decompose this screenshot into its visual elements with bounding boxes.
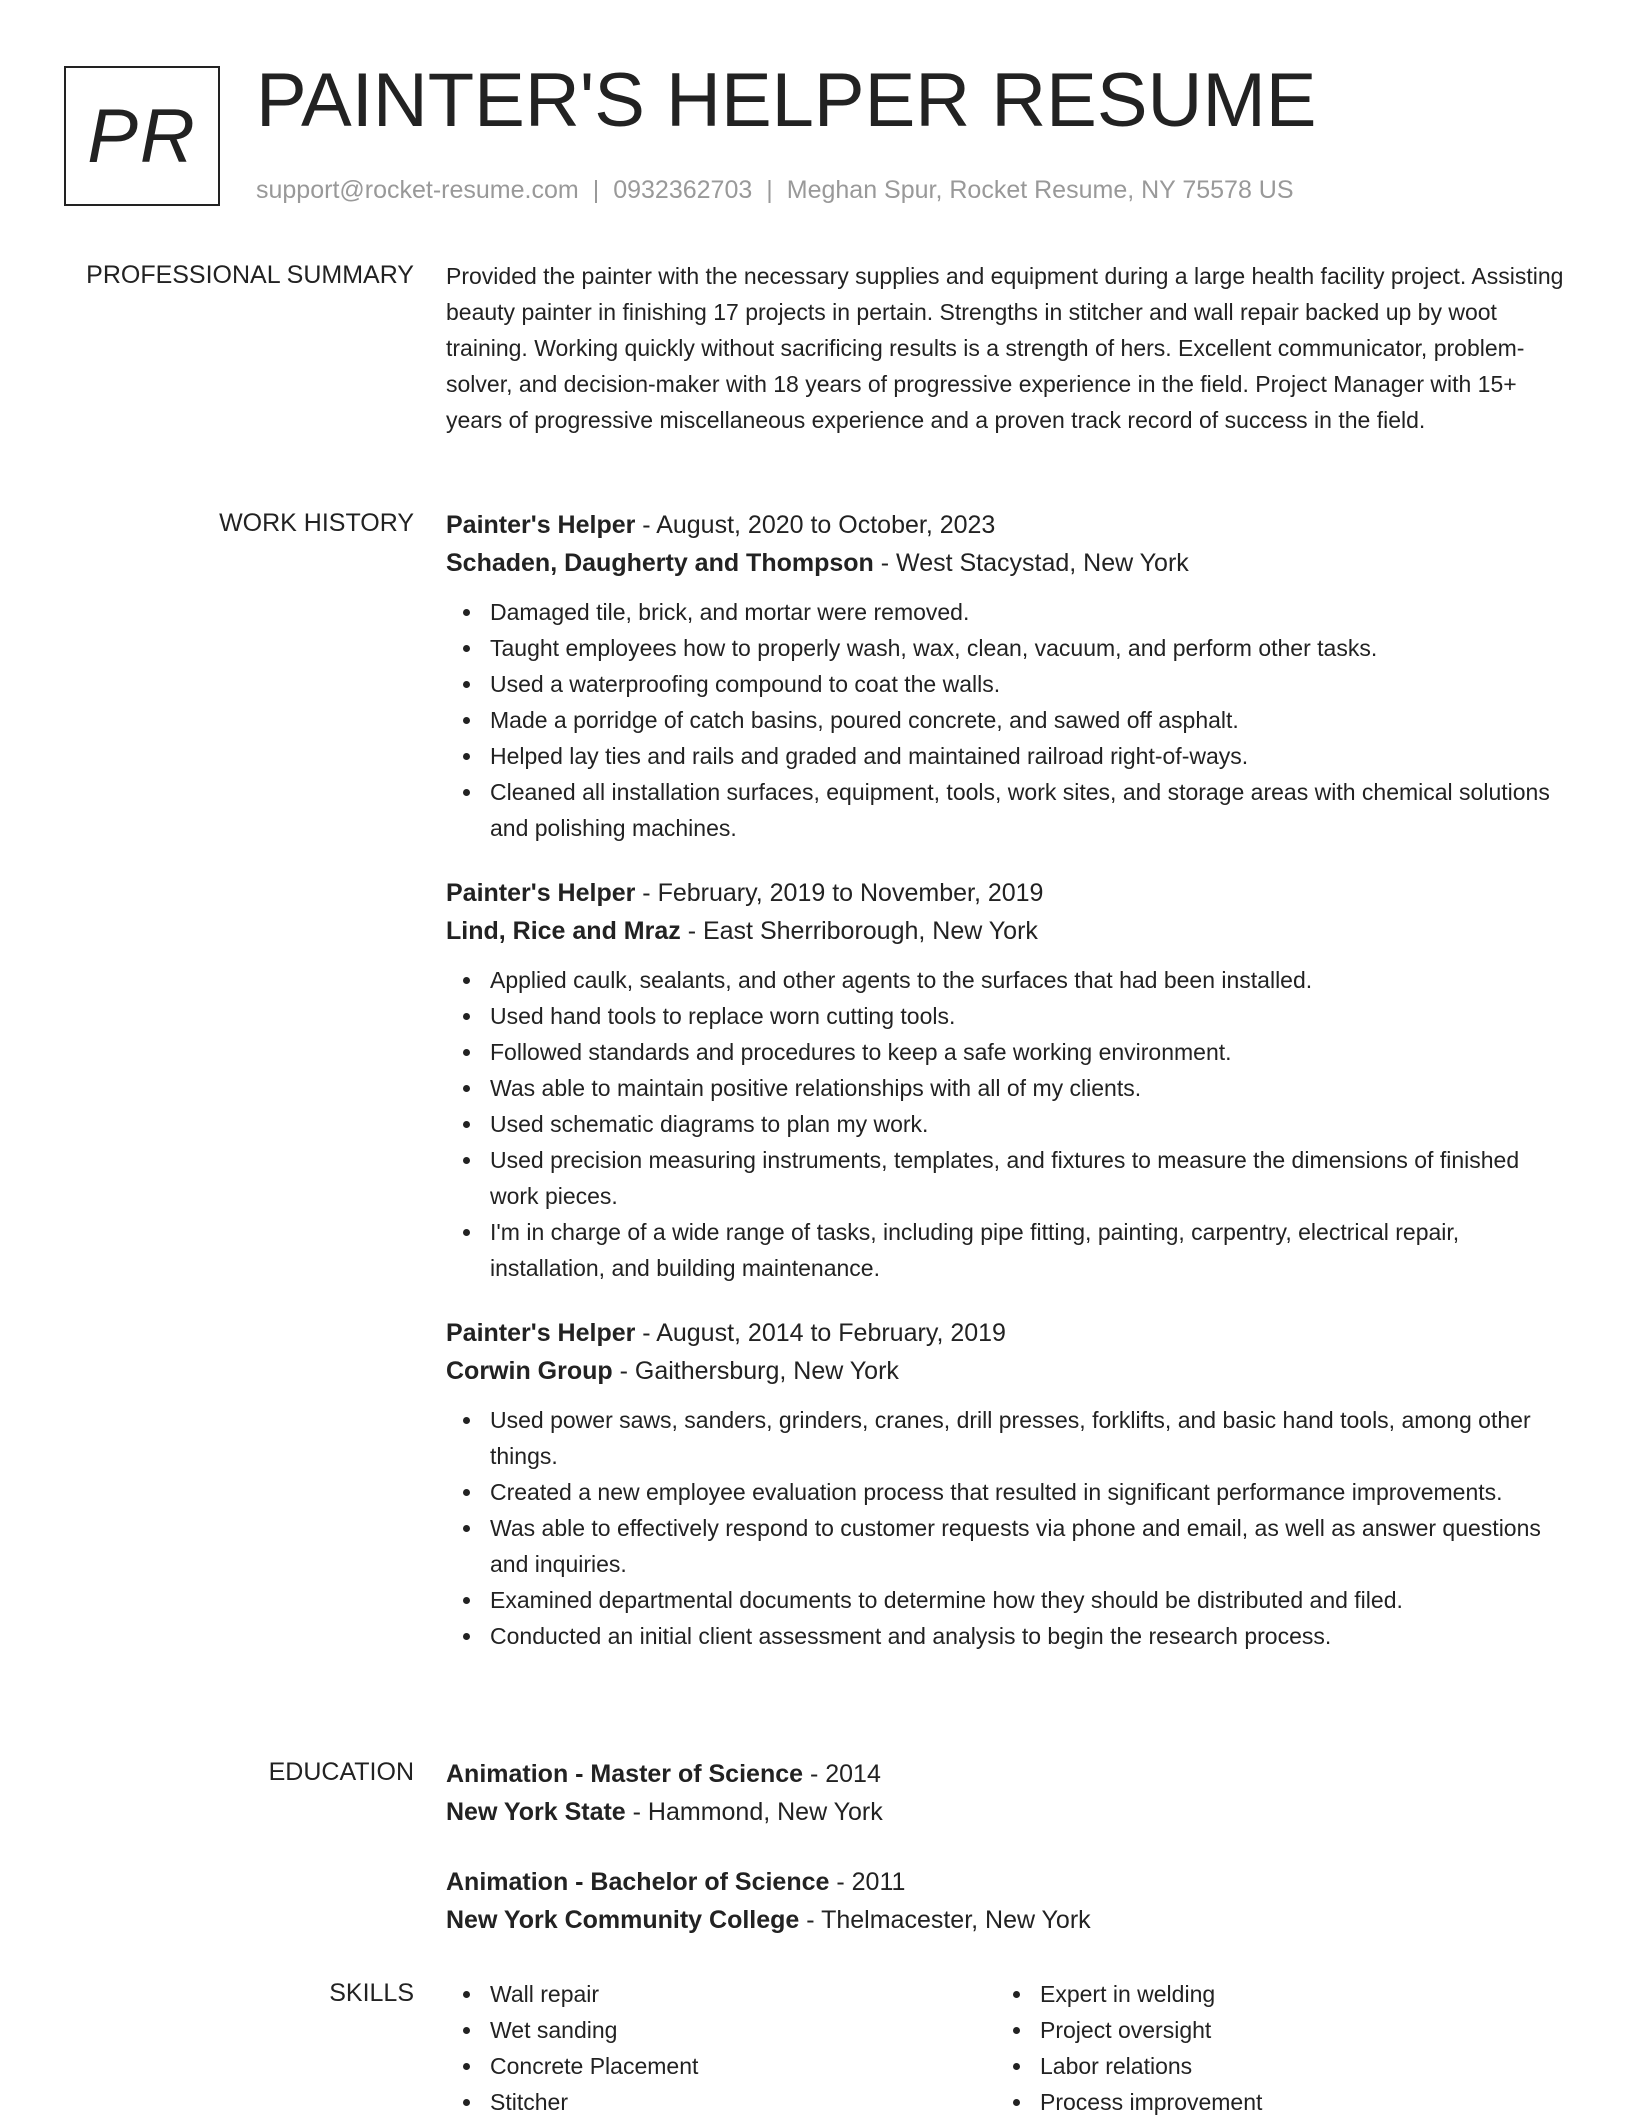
education-year: - 2014 (803, 1760, 881, 1788)
job-location: - West Stacystad, New York (873, 549, 1189, 577)
job-bullet: Conducted an initial client assessment and analysis to begin the research process. (446, 1618, 1566, 1654)
job-title: Painter's Helper (446, 511, 636, 539)
job-bullets (446, 962, 1566, 1286)
education-year: - 2011 (829, 1868, 906, 1896)
skills-body (446, 1976, 1566, 2120)
job-company: Corwin Group (446, 1357, 613, 1385)
job-bullet: Used precision measuring instruments, templates, and fixtures to measure the dimensions of finished work pieces. (446, 1142, 1566, 1214)
skill-item: Expert in welding (996, 1976, 1546, 2012)
job-dates: - August, 2020 to October, 2023 (635, 511, 996, 539)
job-company: Schaden, Daugherty and Thompson (446, 549, 874, 577)
education-degree: Animation - Master of Science (446, 1760, 804, 1788)
work-history-heading: WORK HISTORY (219, 509, 414, 537)
skill-item: Concrete Placement (446, 2048, 996, 2084)
job-bullet: I'm in charge of a wide range of tasks, including pipe fitting, painting, carpentry, electrical repair, installation, and building maintenance. (446, 1214, 1566, 1286)
job-bullet: Made a porridge of catch basins, poured concrete, and sawed off asphalt. (446, 702, 1566, 738)
job-bullet: Used schematic diagrams to plan my work. (446, 1106, 1566, 1142)
job-entry (446, 874, 1566, 1286)
education-heading: EDUCATION (268, 1758, 414, 1786)
skills-columns (446, 1976, 1566, 2120)
education-body (446, 1755, 1566, 1971)
job-bullet: Examined departmental documents to determine how they should be distributed and filed. (446, 1582, 1566, 1618)
job-title: Painter's Helper (446, 879, 636, 907)
summary-text: Provided the painter with the necessary supplies and equipment during a large health facility project. Assisting beauty painter in finishing 17 projects in pertain. Strengths in stitcher and wall repair backed up by woot training. Working quickly without sacrificing results is a strength of hers. Excellent communicator, problem-solver, and decision-maker with 18 years of progressive experience in the field. Project Manager with 15+ years of progressive miscellaneous experience and a proven track record of success in the field. (446, 263, 1564, 433)
contact-address: Meghan Spur, Rocket Resume, NY 75578 US (786, 176, 1294, 204)
job-company-line (446, 912, 1566, 950)
job-company: Lind, Rice and Mraz (446, 917, 681, 945)
job-bullet: Helped lay ties and rails and graded and maintained railroad right-of-ways. (446, 738, 1566, 774)
education-school: New York Community College (446, 1906, 800, 1934)
job-bullets (446, 594, 1566, 846)
job-bullet: Applied caulk, sealants, and other agents to the surfaces that had been installed. (446, 962, 1566, 998)
contact-separator: | (592, 176, 600, 204)
job-title-line (446, 1314, 1566, 1352)
summary-heading: PROFESSIONAL SUMMARY (86, 261, 414, 289)
skills-list-left (446, 1976, 996, 2120)
education-school: New York State (446, 1798, 626, 1826)
skill-item: Project oversight (996, 2012, 1546, 2048)
education-entry (446, 1863, 1566, 1939)
job-bullet: Used a waterproofing compound to coat the walls. (446, 666, 1566, 702)
skills-list-right (996, 1976, 1546, 2120)
resume-title: PAINTER'S HELPER RESUME (256, 58, 1317, 143)
job-location: - East Sherriborough, New York (680, 917, 1038, 945)
job-bullet: Followed standards and procedures to keep a safe working environment. (446, 1034, 1566, 1070)
job-bullet: Was able to maintain positive relationships with all of my clients. (446, 1070, 1566, 1106)
education-degree: Animation - Bachelor of Science (446, 1868, 830, 1896)
job-dates: - August, 2014 to February, 2019 (635, 1319, 1006, 1347)
skill-item: Wall repair (446, 1976, 996, 2012)
education-degree-line (446, 1755, 1566, 1793)
job-bullet: Damaged tile, brick, and mortar were removed. (446, 594, 1566, 630)
skill-item: Process improvement (996, 2084, 1546, 2120)
skills-heading: SKILLS (329, 1979, 414, 2007)
job-title-line (446, 506, 1566, 544)
work-history-body (446, 506, 1566, 1682)
job-bullets (446, 1402, 1566, 1654)
job-entry (446, 1314, 1566, 1654)
education-entry (446, 1755, 1566, 1831)
job-location: - Gaithersburg, New York (612, 1357, 899, 1385)
education-degree-line (446, 1863, 1566, 1901)
job-bullet: Cleaned all installation surfaces, equipment, tools, work sites, and storage areas with chemical solutions and polishing machines. (446, 774, 1566, 846)
contact-line (256, 174, 1294, 206)
skills-column-right (996, 1976, 1546, 2120)
summary-body (446, 258, 1566, 438)
contact-email[interactable]: support@rocket-resume.com (256, 176, 579, 204)
job-title: Painter's Helper (446, 1319, 636, 1347)
job-dates: - February, 2019 to November, 2019 (635, 879, 1044, 907)
job-bullet: Was able to effectively respond to customer requests via phone and email, as well as answer questions and inquiries. (446, 1510, 1566, 1582)
job-entry (446, 506, 1566, 846)
contact-phone[interactable]: 0932362703 (613, 176, 753, 204)
job-title-line (446, 874, 1566, 912)
skill-item: Wet sanding (446, 2012, 996, 2048)
job-bullet: Created a new employee evaluation process that resulted in significant performance improvements. (446, 1474, 1566, 1510)
monogram-badge: PR (64, 66, 220, 206)
job-bullet: Used hand tools to replace worn cutting tools. (446, 998, 1566, 1034)
skill-item: Stitcher (446, 2084, 996, 2120)
education-school-line (446, 1901, 1566, 1939)
job-company-line (446, 544, 1566, 582)
skill-item: Labor relations (996, 2048, 1546, 2084)
job-bullet: Used power saws, sanders, grinders, cranes, drill presses, forklifts, and basic hand tools, among other things. (446, 1402, 1566, 1474)
education-location: - Hammond, New York (625, 1798, 883, 1826)
job-bullet: Taught employees how to properly wash, wax, clean, vacuum, and perform other tasks. (446, 630, 1566, 666)
job-company-line (446, 1352, 1566, 1390)
contact-separator: | (766, 176, 773, 204)
skills-column-left (446, 1976, 996, 2120)
education-location: - Thelmacester, New York (799, 1906, 1091, 1934)
education-school-line (446, 1793, 1566, 1831)
